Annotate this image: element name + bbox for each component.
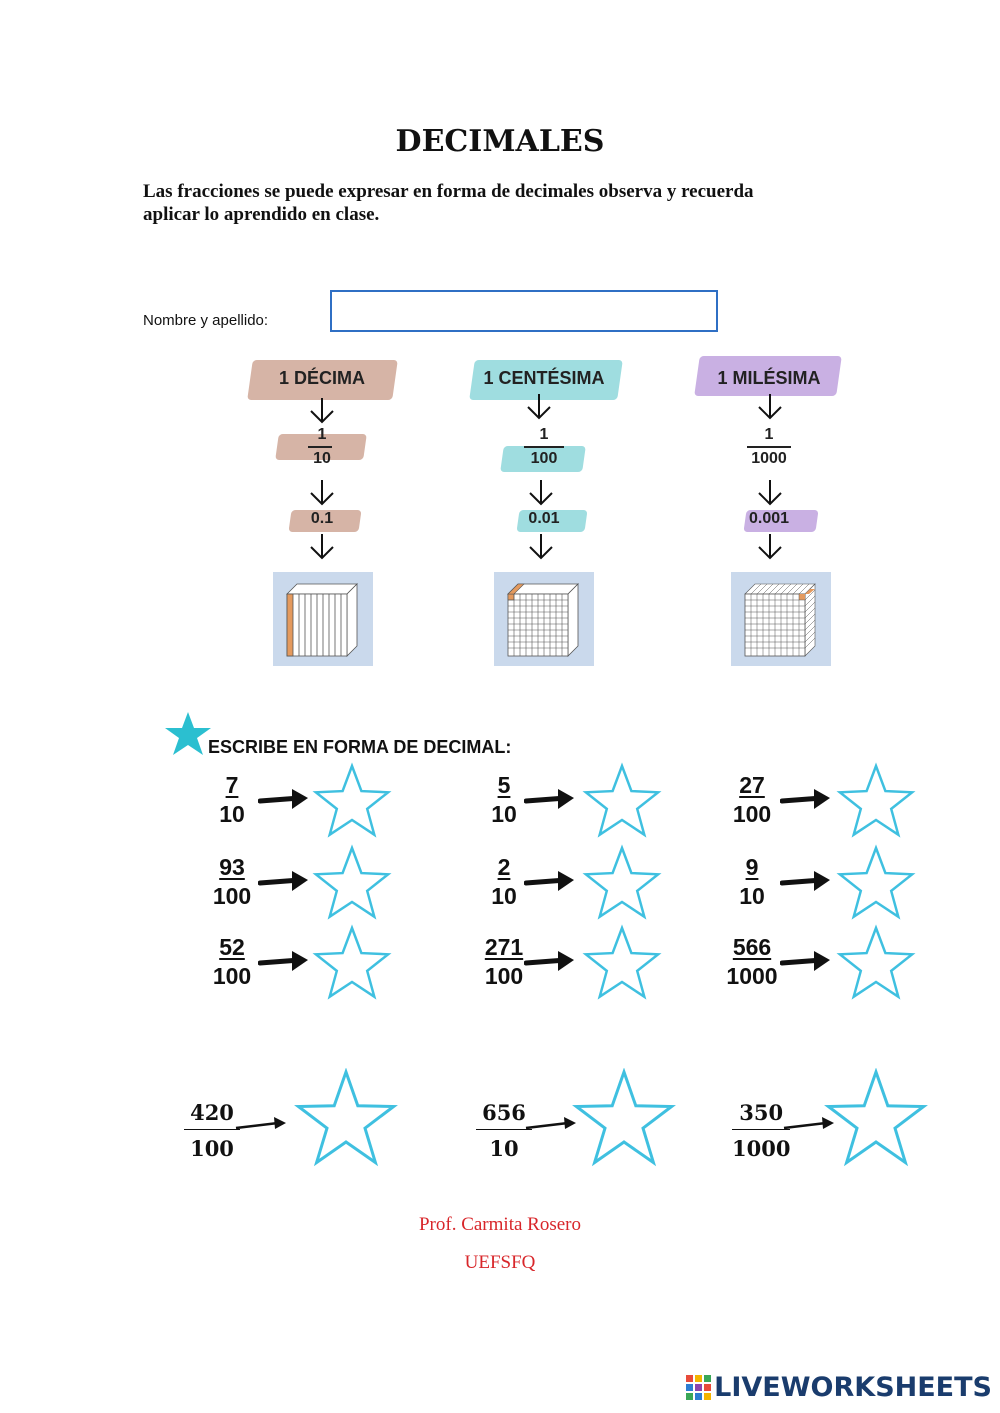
section-title: ESCRIBE EN FORMA DE DECIMAL: [208,737,512,757]
liveworksheets-logo-icon [686,1375,712,1401]
fraction-numerator: 1 [539,426,549,443]
fraction-bar [747,446,791,448]
answer-star-field[interactable] [834,762,918,842]
exercise-denominator: 1000 [732,1136,791,1161]
footer-school: UEFSFQ [464,1252,536,1273]
exercise-denominator: 10 [491,883,517,909]
decimal-cube-image [273,572,373,666]
arrow-right-icon [258,947,312,977]
arrow-right-icon [524,785,578,815]
exercise-denominator: 10 [491,801,517,827]
exercise-numerator: 350 [732,1100,790,1130]
arrow-down-icon [307,532,337,562]
arrow-down-icon [307,478,337,508]
arrow-right-icon [780,785,834,815]
milesimal-cube-image [731,572,831,666]
exercise-numerator: 93 [219,854,245,880]
arrow-down-icon [526,532,556,562]
arrow-right-icon [258,867,312,897]
exercise-denominator: 10 [739,883,765,909]
concept-title: 1 CENTÉSIMA [483,368,605,388]
exercise-denominator: 1000 [726,963,778,989]
exercise-numerator: 2 [497,854,511,880]
arrow-right-icon [780,947,834,977]
arrow-right-icon [780,867,834,897]
footer-author: Prof. Carmita Rosero [418,1214,581,1235]
arrow-down-icon [524,392,554,422]
concept-title: 1 MILÉSIMA [717,368,821,388]
exercise-numerator: 9 [745,854,759,880]
arrow-down-icon [307,396,337,426]
concept-title: 1 DÉCIMA [278,368,365,388]
arrow-down-icon [755,478,785,508]
liveworksheets-logo [686,1372,992,1403]
name-input[interactable] [330,290,718,332]
arrow-right-icon [524,947,578,977]
logo-text: LIVEWORKSHEETS [714,1372,992,1403]
arrow-right-icon [234,1114,290,1136]
exercise-numerator: 271 [484,934,524,960]
fraction-denominator: 1000 [751,450,787,467]
answer-star-field[interactable] [310,844,394,924]
arrow-down-icon [526,478,556,508]
exercise-denominator: 100 [732,801,772,827]
exercise-numerator: 5 [497,772,511,798]
exercise-fraction [184,1100,240,1161]
fraction-denominator: 100 [530,450,558,467]
answer-star-field[interactable] [572,1068,676,1168]
arrow-right-icon [524,867,578,897]
exercise-numerator: 7 [225,772,239,798]
exercise-denominator: 10 [219,801,245,827]
exercise-denominator: 100 [212,883,252,909]
exercise-numerator: 27 [739,772,765,798]
answer-star-field[interactable] [580,762,664,842]
exercise-denominator: 10 [489,1136,519,1161]
answer-star-field[interactable] [310,762,394,842]
arrow-down-icon [755,392,785,422]
arrow-down-icon [755,532,785,562]
fraction-denominator: 10 [313,450,331,467]
decimal-value: 0.01 [528,510,560,527]
name-label: Nombre y apellido: [143,312,269,329]
answer-star-field[interactable] [294,1068,398,1168]
exercise-numerator: 52 [219,934,245,960]
exercise-numerator: 420 [184,1100,240,1130]
exercise-denominator: 100 [212,963,252,989]
intro-text: Las fracciones se puede expresar en forma de decimales observa y recuerda aplicar lo aprendido en clase. [143,181,754,225]
section-star-icon [163,710,213,758]
answer-star-field[interactable] [580,924,664,1004]
fraction-numerator: 1 [317,426,327,443]
answer-star-field[interactable] [310,924,394,1004]
fraction-numerator: 1 [764,426,774,443]
answer-star-field[interactable] [580,844,664,924]
centesimal-cube-image [494,572,594,666]
exercise-numerator: 566 [732,934,772,960]
answer-star-field[interactable] [824,1068,928,1168]
arrow-right-icon [258,785,312,815]
exercise-numerator: 656 [476,1100,532,1130]
answer-star-field[interactable] [834,844,918,924]
answer-star-field[interactable] [834,924,918,1004]
decimal-value: 0.001 [748,510,790,527]
exercise-denominator: 100 [190,1136,234,1161]
fraction-bar [524,446,564,448]
page-title: DECIMALES [395,124,605,159]
fraction-bar [308,446,332,448]
exercise-denominator: 100 [484,963,524,989]
decimal-value: 0.1 [310,510,334,527]
